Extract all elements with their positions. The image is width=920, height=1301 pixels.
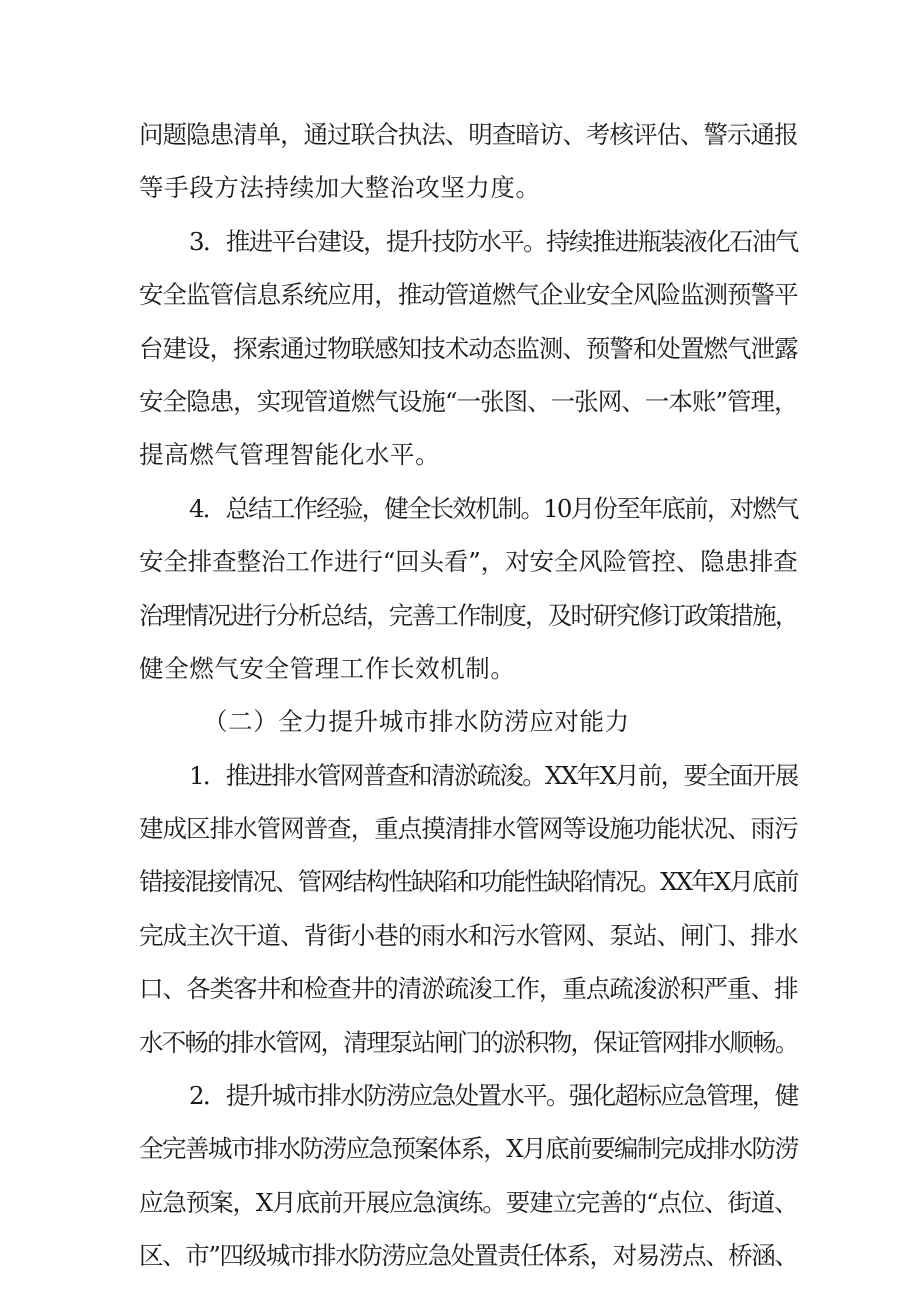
text-line: 提高燃气管理智能化水平。	[139, 440, 441, 470]
paragraph-start-line: 1．推进排水管网普查和清淤疏浚。XX年X月前，要全面开展	[189, 760, 798, 790]
text-line: 台建设，探索通过物联感知技术动态监测、预警和处置燃气泄露	[139, 333, 798, 363]
paragraph-start-line: 4．总结工作经验，健全长效机制。10月份至年底前，对燃气	[189, 493, 798, 523]
text-line: 健全燃气安全管理工作长效机制。	[139, 653, 516, 683]
paragraph-start-line: 2．提升城市排水防涝应急处置水平。强化超标应急管理，健	[189, 1081, 798, 1111]
text-line: 全完善城市排水防涝应急预案体系，X月底前要编制完成排水防涝	[139, 1134, 798, 1164]
text-line: 建成区排水管网普查，重点摸清排水管网等设施功能状况、雨污	[139, 814, 798, 844]
text-line: 错接混接情况、管网结构性缺陷和功能性缺陷情况。XX年X月底前	[139, 867, 798, 897]
text-line: 等手段方法持续加大整治攻坚力度。	[139, 173, 541, 203]
text-line: 完成主次干道、背街小巷的雨水和污水管网、泵站、闸门、排水	[139, 920, 798, 950]
text-line: 区、市”四级城市排水防涝应急处置责任体系，对易涝点、桥涵、	[139, 1241, 798, 1271]
text-line: 水不畅的排水管网，清理泵站闸门的淤积物，保证管网排水顺畅。	[139, 1027, 798, 1057]
text-line: 治理情况进行分析总结，完善工作制度，及时研究修订政策措施，	[139, 600, 798, 630]
text-line: 安全隐患，实现管道燃气设施“一张图、一张网、一本账”管理，	[139, 386, 798, 416]
paragraph-start-line: 3．推进平台建设，提升技防水平。持续推进瓶装液化石油气	[189, 226, 798, 256]
text-line: 安全监管信息系统应用，推动管道燃气企业安全风险监测预警平	[139, 280, 798, 310]
text-line: 安全排查整治工作进行“回头看”，对安全风险管控、隐患排查	[139, 547, 798, 577]
text-line: 应急预案，X月底前开展应急演练。要建立完善的“点位、街道、	[139, 1187, 798, 1217]
section-heading: （二）全力提升城市排水防涝应对能力	[203, 707, 630, 737]
document-body	[139, 108, 799, 1283]
text-line: 问题隐患清单，通过联合执法、明查暗访、考核评估、警示通报	[139, 120, 798, 149]
text-line: 口、各类客井和检查井的清淤疏浚工作，重点疏浚淤积严重、排	[139, 974, 798, 1004]
